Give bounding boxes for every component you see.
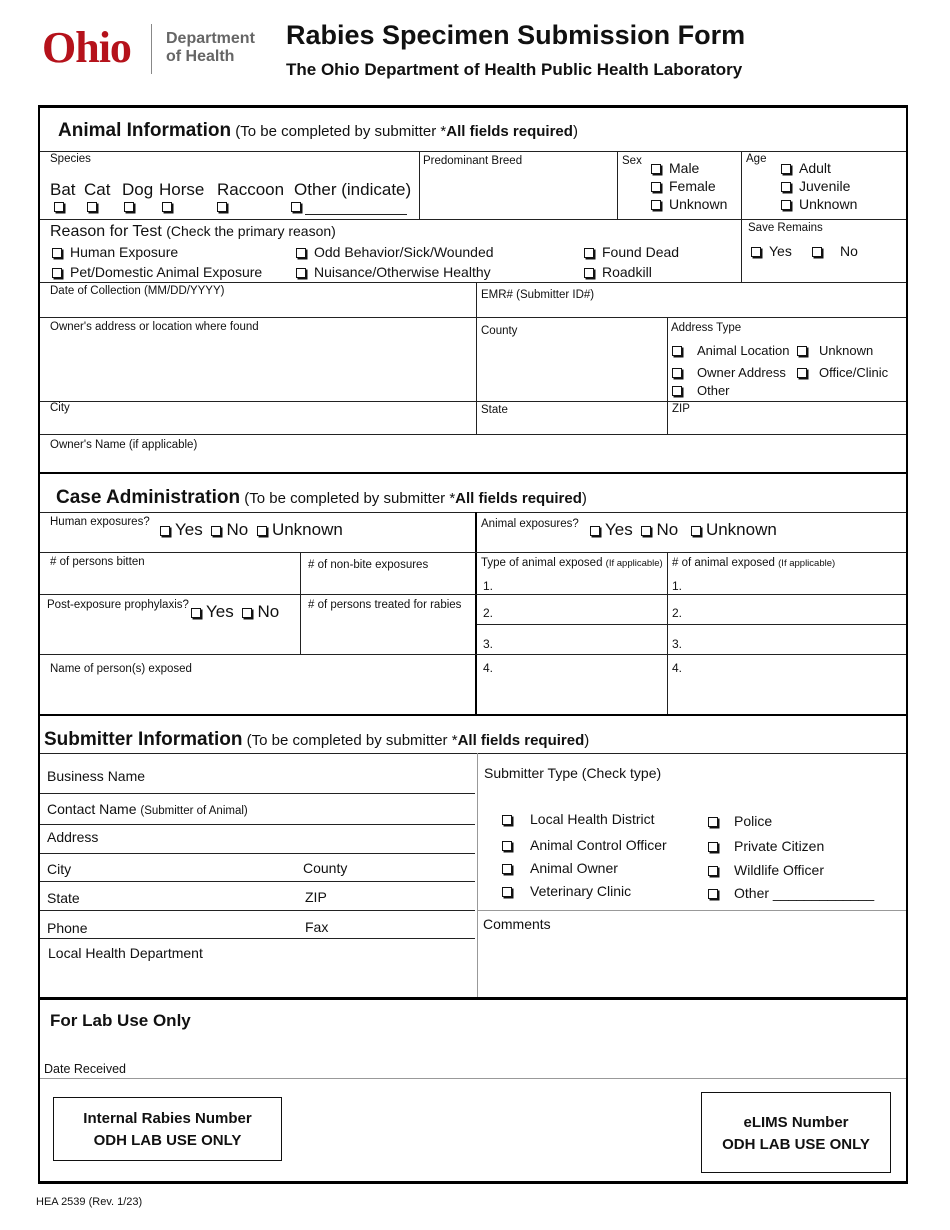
species-dog-checkbox[interactable] bbox=[124, 202, 134, 212]
reason-odd-behavior[interactable]: Odd Behavior/Sick/Wounded bbox=[296, 244, 494, 260]
age-unknown[interactable]: Unknown bbox=[781, 196, 857, 212]
frame-right bbox=[906, 105, 908, 1183]
addr-other[interactable]: Other bbox=[672, 383, 730, 398]
rule bbox=[40, 824, 475, 825]
rule bbox=[40, 654, 906, 655]
species-bat-checkbox[interactable] bbox=[54, 202, 64, 212]
submitter-section-heading: Submitter Information (To be completed by submitter *All fields required) bbox=[44, 729, 590, 750]
addr-unknown[interactable]: Unknown bbox=[797, 343, 873, 358]
sub-zip-label: ZIP bbox=[305, 889, 327, 905]
sub-county-label: County bbox=[303, 860, 348, 876]
type-police[interactable]: Police bbox=[708, 813, 772, 829]
rule bbox=[476, 282, 477, 434]
breed-label: Predominant Breed bbox=[423, 155, 523, 167]
num-row-4[interactable]: 4. bbox=[672, 661, 683, 675]
species-horse-checkbox[interactable] bbox=[162, 202, 172, 212]
rule bbox=[40, 753, 906, 754]
rule bbox=[40, 219, 906, 220]
form-title: Rabies Specimen Submission Form bbox=[286, 20, 746, 50]
species-bat: Bat bbox=[50, 180, 76, 199]
fax-label: Fax bbox=[305, 919, 329, 935]
save-remains-yes[interactable]: Yes bbox=[751, 243, 792, 259]
rule bbox=[300, 552, 301, 654]
reason-label: Reason for Test (Check the primary reason) bbox=[50, 223, 336, 240]
case-section-heading: Case Administration (To be completed by submitter *All fields required) bbox=[56, 487, 587, 508]
reason-roadkill[interactable]: Roadkill bbox=[584, 264, 652, 280]
rule bbox=[40, 282, 906, 283]
type-other[interactable]: Other _____________ bbox=[708, 885, 874, 901]
rule bbox=[40, 793, 475, 794]
age-label: Age bbox=[746, 153, 767, 165]
type-wildlife-officer[interactable]: Wildlife Officer bbox=[708, 862, 824, 878]
rule bbox=[667, 317, 668, 434]
rule bbox=[40, 512, 906, 513]
rule bbox=[40, 910, 475, 911]
num-row-1[interactable]: 1. bbox=[672, 579, 683, 593]
date-received-label: Date Received bbox=[44, 1062, 126, 1076]
species-cat: Cat bbox=[84, 180, 111, 199]
business-name-label: Business Name bbox=[47, 768, 146, 784]
rule bbox=[40, 401, 906, 402]
frame-left bbox=[38, 105, 40, 1183]
rule bbox=[667, 552, 668, 714]
addr-office-clinic[interactable]: Office/Clinic bbox=[797, 365, 888, 380]
treated-label: # of persons treated for rabies bbox=[308, 599, 462, 611]
form-subtitle: The Ohio Department of Health Public Health Laboratory bbox=[286, 60, 743, 79]
type-exposed-label: Type of animal exposed (If applicable) bbox=[481, 557, 663, 569]
rule bbox=[477, 624, 906, 625]
type-row-1[interactable]: 1. bbox=[483, 579, 494, 593]
logo-text: Ohio bbox=[42, 23, 131, 72]
names-exposed-label: Name of person(s) exposed bbox=[50, 663, 192, 675]
county-label: County bbox=[481, 325, 518, 337]
addr-animal-location[interactable]: Animal Location bbox=[672, 343, 790, 358]
age-juvenile[interactable]: Juvenile bbox=[781, 178, 850, 194]
rule bbox=[419, 151, 420, 219]
type-veterinary-clinic[interactable]: Veterinary Clinic bbox=[502, 883, 631, 899]
address-type-label: Address Type bbox=[671, 322, 742, 334]
sex-label: Sex bbox=[622, 155, 642, 167]
type-row-3[interactable]: 3. bbox=[483, 637, 494, 651]
address-label: Address bbox=[47, 829, 99, 845]
rule bbox=[40, 594, 906, 595]
rule bbox=[741, 219, 742, 282]
species-horse: Horse bbox=[159, 180, 205, 199]
species-raccoon: Raccoon bbox=[217, 180, 285, 199]
rule bbox=[40, 434, 906, 435]
lhd-label: Local Health Department bbox=[48, 945, 203, 961]
species-raccoon-checkbox[interactable] bbox=[217, 202, 227, 212]
contact-name-label: Contact Name (Submitter of Animal) bbox=[47, 801, 248, 817]
elims-line-1: eLIMS Number bbox=[743, 1114, 849, 1131]
pep-label: Post-exposure prophylaxis? bbox=[47, 599, 189, 611]
owner-name-label: Owner's Name (if applicable) bbox=[50, 439, 198, 451]
submitter-type-label: Submitter Type (Check type) bbox=[484, 765, 662, 781]
animal-exposures-label: Animal exposures? bbox=[481, 518, 579, 530]
type-private-citizen[interactable]: Private Citizen bbox=[708, 838, 824, 854]
rule bbox=[40, 853, 475, 854]
department-logo-text bbox=[166, 30, 255, 66]
rule bbox=[617, 151, 618, 219]
frame-top bbox=[38, 105, 908, 108]
frame-bottom bbox=[38, 1181, 908, 1184]
ohio-logo bbox=[42, 22, 131, 73]
type-row-4[interactable]: 4. bbox=[483, 661, 494, 675]
animal-exp-options[interactable]: Yes No Unknown bbox=[590, 520, 777, 540]
elims-line-2: ODH LAB USE ONLY bbox=[722, 1136, 870, 1153]
type-animal-owner[interactable]: Animal Owner bbox=[502, 860, 618, 876]
num-exposed-label: # of animal exposed (If applicable) bbox=[672, 557, 836, 569]
rule bbox=[40, 317, 906, 318]
sex-unknown[interactable]: Unknown bbox=[651, 196, 727, 212]
comments-label: Comments bbox=[483, 916, 551, 932]
species-other-checkbox[interactable] bbox=[291, 202, 301, 212]
dept-line-2: of Health bbox=[166, 48, 235, 65]
type-local-health-district[interactable]: Local Health District bbox=[502, 811, 655, 827]
zip-label: ZIP bbox=[672, 403, 690, 415]
reason-human-exposure[interactable]: Human Exposure bbox=[52, 244, 178, 260]
num-row-3[interactable]: 3. bbox=[672, 637, 683, 651]
sex-male[interactable]: Male bbox=[651, 160, 699, 176]
reason-found-dead[interactable]: Found Dead bbox=[584, 244, 679, 260]
persons-bitten-label: # of persons bitten bbox=[50, 556, 145, 568]
reason-nuisance[interactable]: Nuisance/Otherwise Healthy bbox=[296, 264, 491, 280]
rule bbox=[477, 910, 906, 911]
rule bbox=[477, 753, 478, 997]
species-cat-checkbox[interactable] bbox=[87, 202, 97, 212]
internal-rabies-number-box bbox=[53, 1097, 282, 1161]
num-row-2[interactable]: 2. bbox=[672, 606, 683, 620]
addr-owner-address[interactable]: Owner Address bbox=[672, 365, 786, 380]
type-animal-control[interactable]: Animal Control Officer bbox=[502, 837, 667, 853]
rule bbox=[40, 881, 475, 882]
animal-section-heading: Animal Information (To be completed by submitter *All fields required) bbox=[58, 120, 578, 141]
lab-section-heading: For Lab Use Only bbox=[50, 1011, 191, 1030]
rule bbox=[40, 938, 475, 939]
save-remains-no[interactable]: No bbox=[812, 243, 858, 259]
non-bite-label: # of non-bite exposures bbox=[308, 559, 429, 571]
logo-divider bbox=[151, 24, 152, 74]
pep-options[interactable]: Yes No bbox=[191, 602, 279, 622]
reason-pet-exposure[interactable]: Pet/Domestic Animal Exposure bbox=[52, 264, 262, 280]
dept-line-1: Department bbox=[166, 30, 255, 47]
rule bbox=[741, 151, 742, 219]
elims-number-box bbox=[701, 1092, 891, 1173]
species-other-line[interactable] bbox=[305, 214, 407, 215]
rule bbox=[40, 1078, 906, 1079]
human-exp-options[interactable]: Yes No Unknown bbox=[160, 520, 343, 540]
save-remains-label: Save Remains bbox=[748, 222, 823, 234]
city-label: City bbox=[50, 402, 70, 414]
type-row-2[interactable]: 2. bbox=[483, 606, 494, 620]
species-label: Species bbox=[50, 153, 91, 165]
internal-line-2: ODH LAB USE ONLY bbox=[93, 1132, 242, 1149]
form-id: HEA 2539 (Rev. 1/23) bbox=[36, 1196, 143, 1208]
sub-state-label: State bbox=[47, 890, 80, 906]
state-label: State bbox=[481, 404, 508, 416]
rule bbox=[40, 151, 906, 152]
species-other: Other (indicate) bbox=[294, 180, 412, 199]
rule bbox=[40, 714, 906, 716]
rule bbox=[475, 512, 477, 714]
rule bbox=[40, 472, 906, 474]
rule bbox=[40, 997, 906, 1000]
species-dog: Dog bbox=[122, 180, 154, 199]
age-adult[interactable]: Adult bbox=[781, 160, 831, 176]
sex-female[interactable]: Female bbox=[651, 178, 716, 194]
sub-city-label: City bbox=[47, 861, 72, 877]
phone-label: Phone bbox=[47, 920, 88, 936]
owner-address-label: Owner's address or location where found bbox=[50, 321, 259, 333]
emr-label: EMR# (Submitter ID#) bbox=[481, 289, 595, 301]
human-exposures-label: Human exposures? bbox=[50, 516, 150, 528]
date-collection-label: Date of Collection (MM/DD/YYYY) bbox=[50, 285, 225, 297]
internal-line-1: Internal Rabies Number bbox=[83, 1110, 252, 1127]
rule bbox=[40, 552, 906, 553]
